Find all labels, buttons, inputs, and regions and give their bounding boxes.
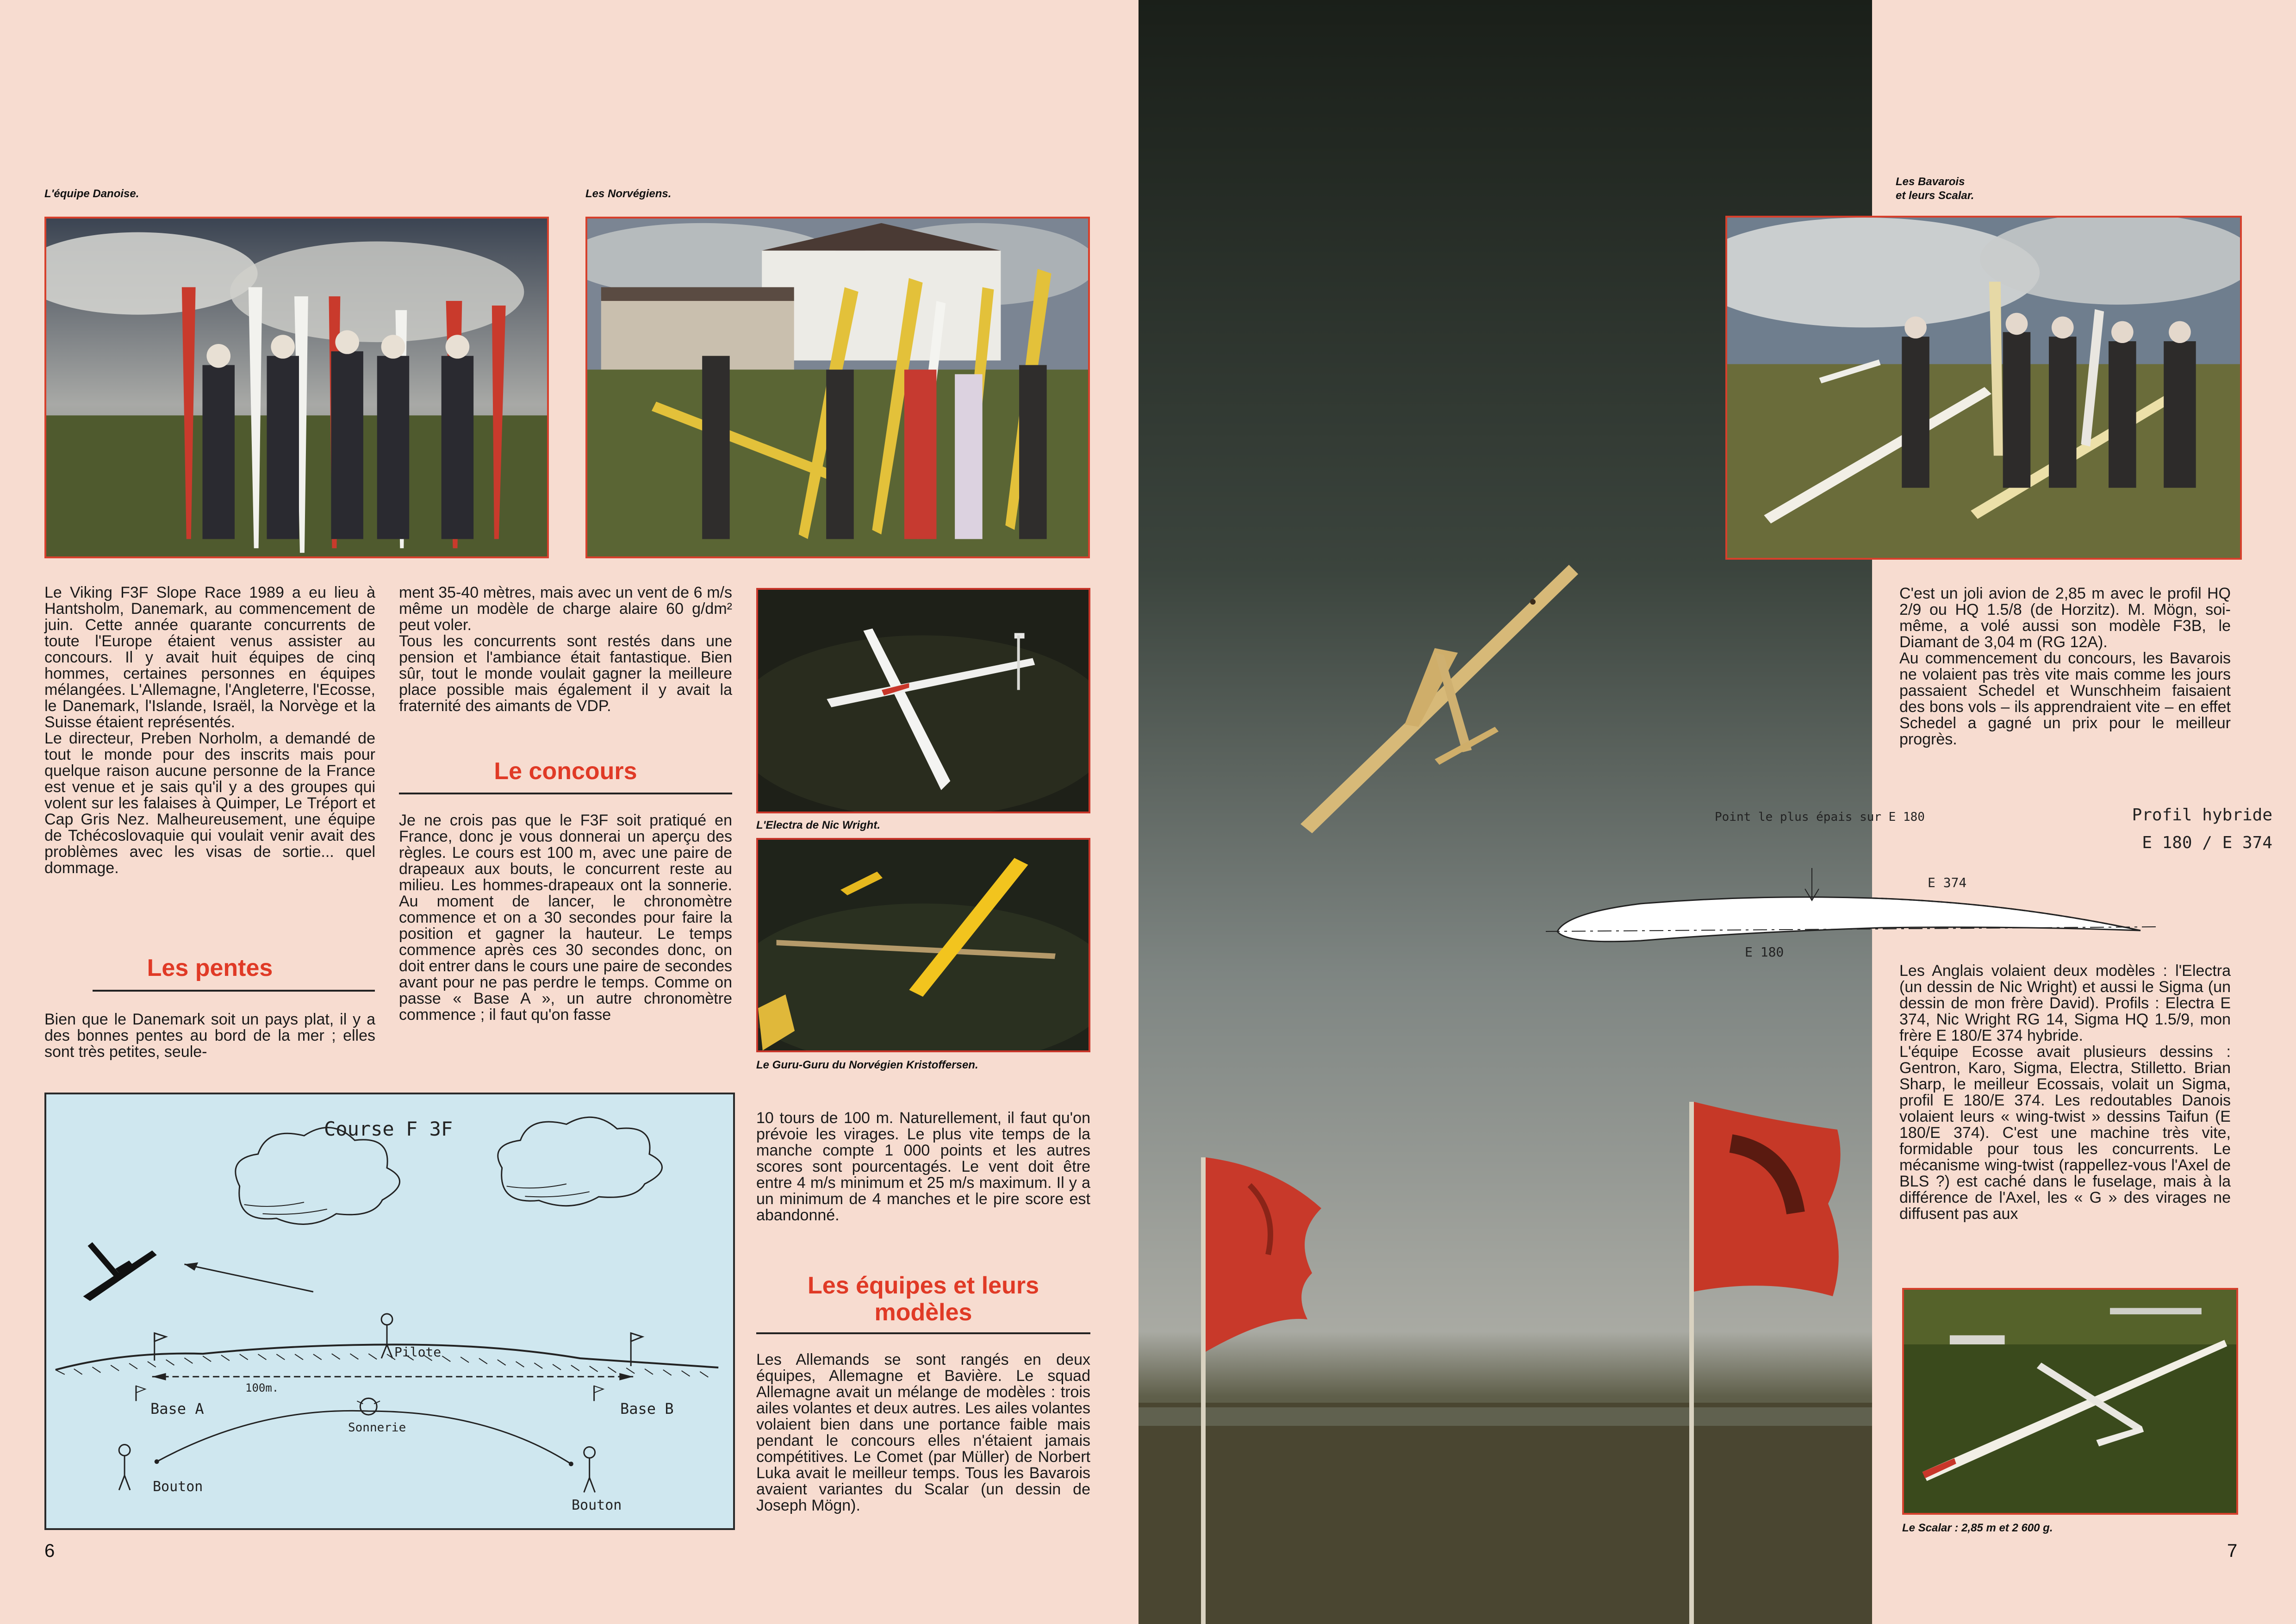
diagram-base-b-label: Base B [620, 1400, 674, 1418]
heading-les-equipes: Les équipes et leurs modèles [808, 1272, 1039, 1326]
diagram-title: Course F 3F [324, 1118, 453, 1140]
bavarois-paragraph-1: C'est un joli avion de 2,85 m avec le profil HQ 2/9 ou HQ 1.5/8 (de Horzitz). M. Mögn, soi-même, a volé aussi son modèle F3B, le Diamant de 3,04 m (RG 12A). [1899, 585, 2231, 651]
diagram-sonnerie-label: Sonnerie [348, 1421, 406, 1435]
right-page [1139, 0, 2296, 1624]
caption-norwegians: Les Norvégiens. [585, 187, 672, 200]
column2-paragraph-2: Tous les concurrents sont restés dans une pension et l'ambiance était fantastique. Bien sûr, tout le monde voulait gagner la meilleure place possible mais également il y avait la fraternité des aimants de VDP. [399, 632, 732, 715]
photo-guru-guru [756, 838, 1090, 1052]
profile-point-label: Point le plus épais sur E 180 [1715, 810, 1925, 824]
bavarois-text [1899, 586, 2231, 748]
photo-danish-team [44, 217, 549, 558]
page-number-right: 7 [2227, 1541, 2238, 1561]
anglais-text [1899, 963, 2231, 1222]
f3f-course-diagram [44, 1093, 735, 1530]
bavarois-paragraph-2: Au commencement du concours, les Bavarois ne volaient pas très vite mais comme les jours passaient Schedel et Wunschheim faisaient des bons vols – ils apprendraient vite – en effet Schedel a gagné un prix pour le meilleur progrès. [1899, 650, 2231, 748]
rule-concours [399, 793, 732, 794]
profile-e374-label: E 374 [1928, 875, 1967, 890]
photo-electra [756, 588, 1090, 813]
equipes-text: Les Allemands se sont rangés en deux équipes, Allemagne et Bavière. Le squad Allemagne avait un mélange de modèles : trois ailes volantes et deux autres. Les ailes volantes volaient bien dans une portance faible mais pendant le concours elles n'étaient jamais compétitives. Le Comet (par Müller) de Norbert Luka avait le meilleur temps. Tous les Bavarois avaient variantes du Scalar (un dessin de Joseph Mögn). [756, 1351, 1090, 1514]
airfoil-profile-drawing [1139, 787, 2296, 981]
concours-text: Je ne crois pas que le F3F soit pratiqué en France, donc je vous donnerai un aperçu des règles. Le cours est 100 m, avec une paire de drapeaux aux bouts, le concurrent reste au milieu. Les hommes-drapeaux ont la sonnerie. Au moment de lancer, le chronomètre commence et on a 30 secondes pour faire la position et gagner la hauteur. Le temps commence après ces 30 secondes donc, on doit entrer dans le cours une paire de secondes avant pour ne pas perdre le temps. Comme on passe « Base A », un autre chronomètre commence ; il faut qu'on fasse [399, 812, 732, 1024]
caption-electra: L'Electra de Nic Wright. [756, 819, 880, 831]
diagram-bouton-left-label: Bouton [153, 1479, 203, 1495]
caption-danish-team: L'équipe Danoise. [44, 187, 139, 200]
diagram-base-a-label: Base A [150, 1400, 204, 1418]
heading-les-pentes: Les pentes [147, 955, 273, 981]
diagram-bouton-right-label: Bouton [572, 1497, 622, 1513]
intro-paragraph-2: Le directeur, Preben Norholm, a demandé de tout le monde pour des inscrits mais pour quelque raison aucune personne de la France est venue et je sais qu'il y a des groupes qui volent sur les falaises à Quimper, Le Tréport et Cap Gris Nez. Malheureusement, une équipe de Tchécoslovaquie qui voulait venir avait des problèmes avec les visas de sortie... quel dommage. [44, 730, 375, 877]
pentes-text: Bien que le Danemark soit un pays plat, il y a des bonnes pentes au bord de la mer ; elles sont très petites, seule- [44, 1011, 375, 1061]
diagram-pilote-label: Pilote [394, 1344, 442, 1360]
profile-e180-label: E 180 [1745, 944, 1784, 960]
anglais-paragraph-2: L'équipe Ecosse avait plusieurs dessins : Gentron, Karo, Sigma, Electra, Stilletto. Brian Sharp, le meilleur Ecossais, volait un Sigma, profil E 180/E 374. Les redoutables Danois volaient leurs « wing-twist » dessins Taifun (E 180/E 374). C'est une machine très vite, formidable pour tous les concurrents. Le mécanisme wing-twist (rappellez-vous l'Axel de BLS ?) est caché dans le fuselage, mais à la différence de l'Axel, les « G » des virages ne diffusent pas aux [1899, 1043, 2231, 1223]
column3-text: 10 tours de 100 m. Naturellement, il faut qu'on prévoie les virages. Le plus vite temps de la manche compte 1 000 points et les autres scores sont pourcentagés. Le vent doit être entre 4 m/s minimum et 25 m/s maximum. Il y a un minimum de 4 manches et le pire score est abandonné. [756, 1109, 1090, 1224]
rule-equipes [756, 1332, 1090, 1334]
profile-title-line1: Profil hybride [2132, 806, 2272, 824]
photo-norwegian-team [585, 217, 1090, 558]
caption-scalar: Le Scalar : 2,85 m et 2 600 g. [1902, 1522, 2053, 1534]
profile-title-line2: E 180 / E 374 [2142, 833, 2272, 852]
photo-bavarians [1725, 216, 2242, 560]
page-number-left: 6 [44, 1541, 55, 1561]
caption-guru-guru: Le Guru-Guru du Norvégien Kristoffersen. [756, 1059, 978, 1071]
caption-bavarois: Les Bavarois et leurs Scalar. [1896, 175, 1974, 202]
rule-pentes [93, 990, 375, 992]
photo-scalar [1902, 1288, 2238, 1515]
intro-text [44, 585, 375, 876]
column2-paragraph-1: ment 35-40 mètres, mais avec un vent de 6 m/s même un modèle de charge alaire 60 g/dm² peut voler. [399, 584, 732, 634]
intro-paragraph-1: Le Viking F3F Slope Race 1989 a eu lieu à Hantsholm, Danemark, au commencement de juin. Cette année quarante concurrents de toute l'Europe étaient venus assister au concours. Il y avait huit équipes de cinq hommes, certaines personnes en équipes mélangées. L'Allemagne, l'Angleterre, l'Ecosse, le Danemark, l'Islande, Israël, la Norvège et la Suisse étaient représentés. [44, 584, 375, 731]
anglais-paragraph-1: Les Anglais volaient deux modèles : l'Electra (un dessin de Nic Wright) et aussi le Sigma (un dessin de mon frère David). Profils : Electra E 374, Nic Wright RG 14, Sigma HQ 1.5/9, mon frère E 180/E 374 hybride. [1899, 962, 2231, 1044]
diagram-distance-label: 100m. [245, 1381, 279, 1394]
column2-top-text [399, 585, 732, 714]
heading-le-concours: Le concours [494, 758, 637, 785]
left-page [0, 0, 1139, 1624]
